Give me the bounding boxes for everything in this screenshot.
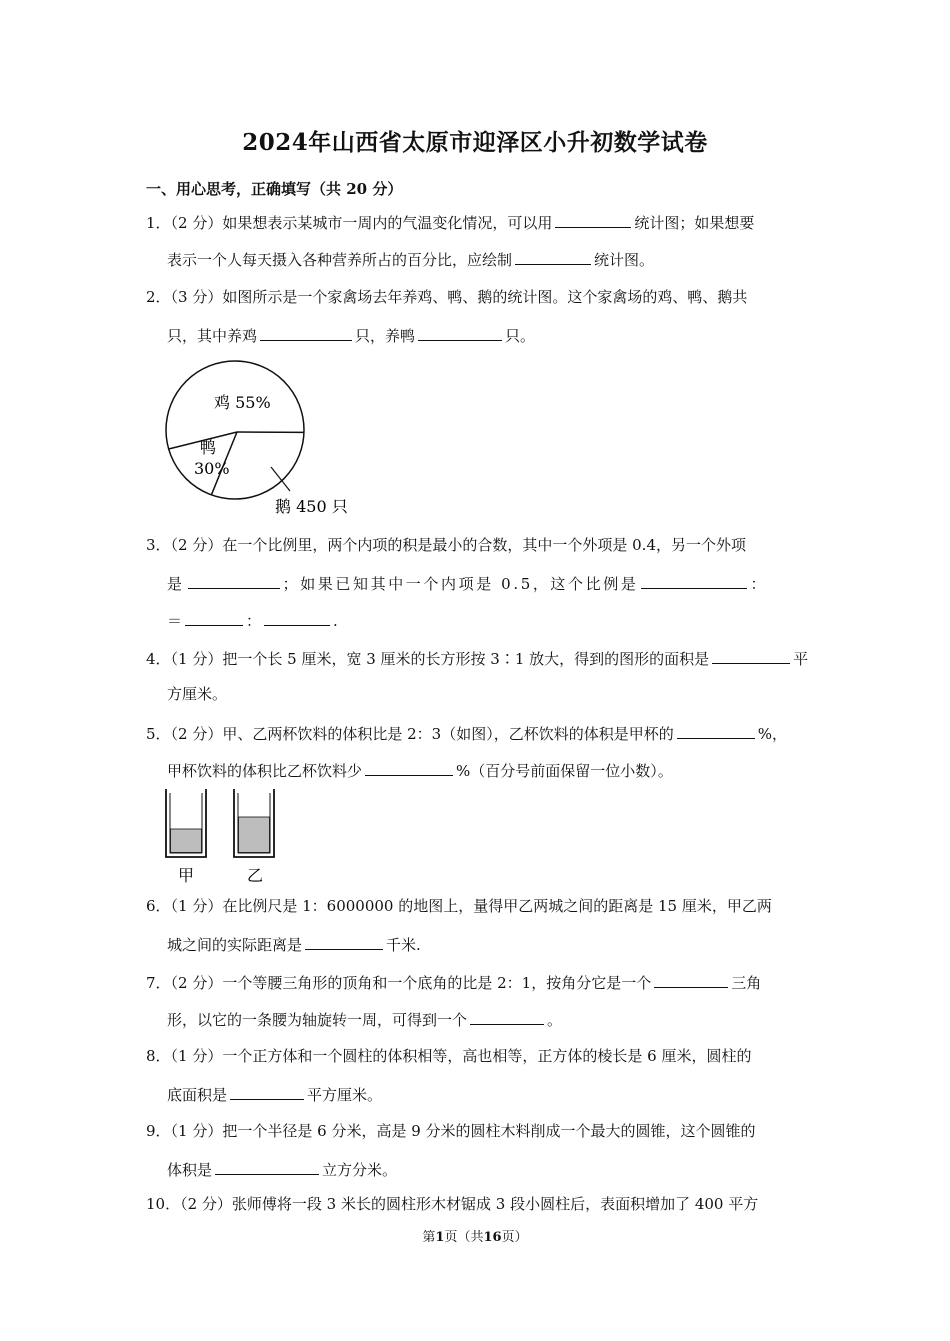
question-2-line-1 <box>146 287 747 307</box>
question-text: 是 <box>167 575 185 593</box>
cups-figure <box>160 785 290 890</box>
question-3-line-3 <box>167 609 338 631</box>
question-text: 如果想表示某城市一周内的气温变化情况，可以用 <box>222 214 553 232</box>
question-points: （1 分） <box>170 897 223 915</box>
question-9-line-2 <box>167 1158 397 1180</box>
question-points: （2 分） <box>170 725 223 743</box>
question-9-line-1 <box>146 1121 756 1141</box>
answer-blank[interactable] <box>418 324 502 341</box>
question-points: （2 分） <box>170 214 223 232</box>
question-number: 6． <box>146 897 171 915</box>
question-7-line-1 <box>146 971 761 993</box>
answer-blank[interactable] <box>470 1008 544 1025</box>
question-2-line-2 <box>167 324 535 346</box>
page-total: 16 <box>483 1230 502 1245</box>
question-text: 只。 <box>505 327 536 345</box>
question-number: 9． <box>146 1122 171 1140</box>
cup-a-liquid <box>171 829 202 853</box>
question-text: 甲杯饮料的体积比乙杯饮料少 <box>167 762 363 780</box>
question-1-line-2 <box>167 248 654 270</box>
question-text: 方厘米。 <box>167 685 228 703</box>
question-text: 立方分米。 <box>322 1161 398 1179</box>
question-text: ；如果已知其中一个内项是 0.5，这个比例是 <box>282 575 639 593</box>
answer-blank[interactable] <box>712 647 790 664</box>
cup-b-label: 乙 <box>247 866 264 885</box>
question-text: ＝ <box>167 612 183 630</box>
question-points: （1 分） <box>170 1122 223 1140</box>
question-points: （1 分） <box>170 650 223 668</box>
chicken-label: 鸡 55% <box>214 393 271 412</box>
answer-blank[interactable] <box>215 1158 319 1175</box>
question-text: %， <box>757 725 787 743</box>
question-text: 统计图；如果想要 <box>634 214 755 232</box>
question-6-line-2 <box>167 933 421 955</box>
question-number: 10． <box>146 1195 181 1213</box>
question-text: ： <box>750 575 769 593</box>
question-number: 2． <box>146 288 171 306</box>
question-text: 只，其中养鸡 <box>167 327 258 345</box>
question-text: 如图所示是一个家禽场去年养鸡、鸭、鹅的统计图。这个家禽场的鸡、鸭、鹅共 <box>222 288 748 306</box>
page-footer <box>0 1226 950 1245</box>
question-points: （3 分） <box>170 288 223 306</box>
question-text: 在一个比例里，两个内项的积是最小的合数，其中一个外项是 0.4，另一个外项 <box>222 536 746 554</box>
question-text: %（百分号前面保留一位小数）。 <box>456 762 673 780</box>
question-text: 千米. <box>386 936 421 954</box>
question-3-line-1 <box>146 535 746 555</box>
page-title: 2024年山西省太原市迎泽区小升初数学试卷 <box>242 129 708 156</box>
question-text: . <box>333 612 338 630</box>
question-text: 把一个长 5 厘米，宽 3 厘米的长方形按 3∶1 放大，得到的图形的面积是 <box>222 650 710 668</box>
answer-blank[interactable] <box>515 248 591 265</box>
page-number: 1 <box>435 1230 445 1245</box>
answer-blank[interactable] <box>305 933 383 950</box>
question-text: 张师傅将一段 3 米长的圆柱形木材锯成 3 段小圆柱后，表面积增加了 400 平方 <box>231 1195 759 1213</box>
question-4-line-1 <box>146 647 808 669</box>
question-text: 。 <box>547 1011 563 1029</box>
question-5-line-1 <box>146 722 787 744</box>
question-text: 甲、乙两杯饮料的体积比是 2：3（如图），乙杯饮料的体积是甲杯的 <box>222 725 674 743</box>
question-8-line-1 <box>146 1046 751 1066</box>
answer-blank[interactable] <box>654 971 728 988</box>
cup-a-label: 甲 <box>178 866 195 885</box>
question-text: 统计图。 <box>594 251 655 269</box>
question-number: 3． <box>146 536 171 554</box>
question-text: 一个等腰三角形的顶角和一个底角的比是 2：1，按角分它是一个 <box>222 974 652 992</box>
question-points: （2 分） <box>180 1195 232 1213</box>
answer-blank[interactable] <box>677 722 755 739</box>
answer-blank[interactable] <box>641 572 747 589</box>
section-heading: 一、用心思考，正确填写（共 20 分） <box>146 180 403 198</box>
question-number: 4． <box>146 650 171 668</box>
duck-name-label: 鸭 <box>200 438 217 457</box>
question-number: 5． <box>146 725 171 743</box>
cup-b-liquid <box>239 817 270 853</box>
question-text: 一个正方体和一个圆柱的体积相等，高也相等，正方体的棱长是 6 厘米，圆柱的 <box>222 1047 752 1065</box>
question-text: 平 <box>793 650 809 668</box>
question-number: 7． <box>146 974 171 992</box>
goose-label: 鹅 450 只 <box>275 497 348 516</box>
question-text: 三角 <box>731 974 762 992</box>
question-number: 8． <box>146 1047 171 1065</box>
answer-blank[interactable] <box>264 609 330 626</box>
question-points: （2 分） <box>170 974 223 992</box>
question-5-line-2 <box>167 759 673 781</box>
answer-blank[interactable] <box>555 211 631 228</box>
question-text: ： <box>246 612 262 630</box>
question-points: （1 分） <box>170 1047 223 1065</box>
question-10-line-1 <box>146 1194 758 1214</box>
question-text: 表示一个人每天摄入各种营养所占的百分比，应绘制 <box>167 251 513 269</box>
question-text: 体积是 <box>167 1161 213 1179</box>
question-text: 平方厘米。 <box>307 1086 383 1104</box>
answer-blank[interactable] <box>365 759 453 776</box>
footer-text: 页） <box>501 1230 528 1245</box>
question-text: 形，以它的一条腰为轴旋转一周，可得到一个 <box>167 1011 468 1029</box>
answer-blank[interactable] <box>230 1083 304 1100</box>
question-points: （2 分） <box>170 536 223 554</box>
answer-blank[interactable] <box>185 609 243 626</box>
answer-blank[interactable] <box>260 324 352 341</box>
footer-text: 第 <box>422 1230 436 1245</box>
question-4-line-2 <box>167 684 227 704</box>
footer-text: 页（共 <box>444 1230 484 1245</box>
question-number: 1． <box>146 214 171 232</box>
question-text: 把一个半径是 6 分米，高是 9 分米的圆柱木料削成一个最大的圆锥，这个圆锥的 <box>222 1122 756 1140</box>
pie-chart <box>160 355 360 525</box>
question-6-line-1 <box>146 896 772 916</box>
duck-pct-label: 30% <box>194 459 230 478</box>
question-text: 底面积是 <box>167 1086 228 1104</box>
question-text: 只，养鸭 <box>355 327 416 345</box>
question-1-line-1 <box>146 211 754 233</box>
question-7-line-2 <box>167 1008 562 1030</box>
question-text: 在比例尺是 1：6000000 的地图上，量得甲乙两城之间的距离是 15 厘米，甲乙两 <box>222 897 772 915</box>
question-3-line-2 <box>167 572 768 594</box>
pie-outline <box>166 361 304 499</box>
question-8-line-2 <box>167 1083 382 1105</box>
question-text: 城之间的实际距离是 <box>167 936 303 954</box>
answer-blank[interactable] <box>188 572 280 589</box>
